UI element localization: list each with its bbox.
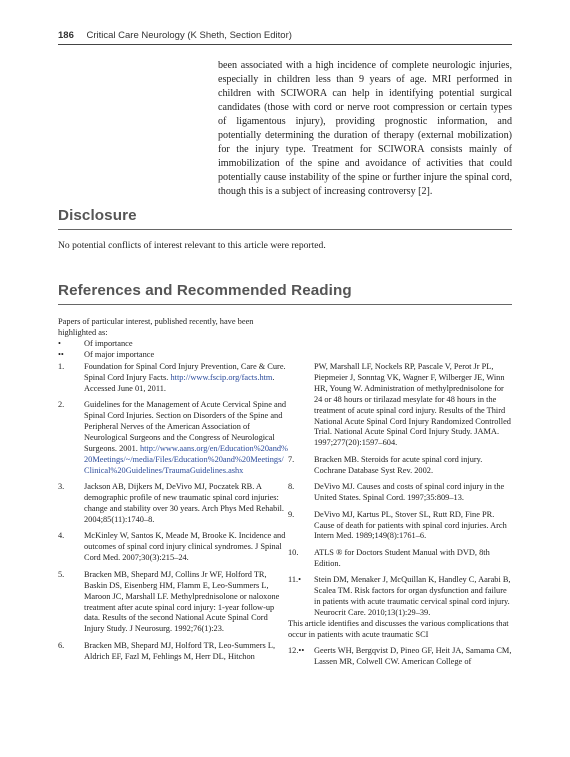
reference-text: DeVivo MJ, Kartus PL, Stover SL, Rutt RD, Fine PR. Cause of death for patients with spinal cord injuries. Arch Intern Med. 1989;149(8):1761–6. [314, 509, 507, 541]
reference-text: Guidelines for the Management of Acute Cervical Spine and Spinal Cord Injuries. Section on Disorders of the Spine and Peripheral Nerves of the American Association of Neurological Surgeons and the Congress of Neurological Surgeons. 2001. [84, 400, 287, 453]
reference-number: 1. [58, 362, 65, 371]
intro-paragraph: been associated with a high incidence of complete neurologic injuries, especially in children less than 9 years of age. MRI performed in children with SCIWORA can help in identifying potential surgical candidates (those with cord or nerve root compression or certain types of ligamentous injury), providing prognostic information, and potentially determining the duration of therapy (external mobilization) for the injury type. Treatment for SCIWORA consists mainly of immobilization of the spine and avoidance of activities that could potentially cause instability of the spine or further injure the spinal cord, though this is a subject of increasing controversy [2]. [218, 60, 512, 197]
reference-text: Bracken MB, Shepard MJ, Holford TR, Leo-Summers L, Aldrich EF, Fazl M, Fehlings M, Herr DL, Hitchon [84, 640, 276, 661]
running-title: Critical Care Neurology (K Sheth, Section Editor) [86, 30, 292, 41]
reference-item [58, 641, 288, 663]
references-left-column [58, 362, 288, 668]
reference-number: 9. [288, 509, 295, 519]
references-heading: References and Recommended Reading [58, 282, 352, 299]
reference-continuation: PW, Marshall LF, Nockels RP, Pascale V, Perot Jr PL, Piepmeier J, Sonntag VK, Wagner F, Wilberger JE, Winn HR, Young W. Administration of methylprednisolone for 24 or 48 hours or tirilazad mesylate for 48 hours in the treatment of acute spinal cord injury. Results of the Third National Acute Spinal Cord Injury Randomized Controlled Trial. National Acute Spinal Cord Injury Study. JAMA. 1997;277(20):1597–604. [314, 362, 511, 448]
legend-row [58, 338, 283, 349]
legend-intro: Papers of particular interest, published recently, have been highlighted as: [58, 317, 254, 337]
reference-text: Bracken MB, Shepard MJ, Collins Jr WF, Holford TR, Baskin DS, Eisenberg HM, Flamm E, Leo-Summers L, Maroon JC, Marshall LF. Methylprednisolone or naloxone treatment after acute spinal cord injury: 1-year follow-up data. Results of the second National Acute Spinal Cord Injury Study. J Neurosurg. 1992;76(1):23. [84, 569, 280, 634]
reference-item [58, 531, 288, 564]
reference-text-after: . Accessed June 01, 2011. [84, 372, 275, 393]
reference-item [288, 646, 512, 668]
reference-text: Jackson AB, Dijkers M, DeVivo MJ, Poczatek RB. A demographic profile of new traumatic spinal cord injuries: change and stability over 30 years. Arch Phys Med Rehabil. 2004;85(11):1740–8. [84, 482, 284, 524]
legend-row [58, 349, 283, 360]
reference-number: 3. [58, 482, 65, 492]
reference-annotation: This article identifies and discusses the various complications that occur in patients with acute traumatic SCI [288, 619, 509, 639]
reference-text: DeVivo MJ. Causes and costs of spinal cord injury in the United States. Spinal Cord. 1997;35:809–13. [314, 482, 505, 503]
header-rule [58, 44, 512, 45]
reference-text: Geerts WH, Bergqvist D, Pineo GF, Heit JA, Samama CM, Lassen MR, Colwell CW. American College of [314, 646, 512, 667]
reference-number: 6. [58, 640, 65, 650]
intro-paragraph-block [218, 59, 512, 199]
reference-item [58, 362, 288, 395]
reference-legend [58, 316, 283, 360]
reference-text: Bracken MB. Steroids for acute spinal cord injury. Cochrane Database Syst Rev. 2002. [314, 454, 483, 475]
disclosure-heading: Disclosure [58, 207, 137, 224]
legend-symbol: • [58, 339, 61, 348]
disclosure-text: No potential conflicts of interest relevant to this article were reported. [58, 240, 326, 251]
running-header [58, 30, 512, 41]
reference-item [288, 510, 512, 543]
reference-text: McKinley W, Santos K, Meade M, Brooke K. Incidence and outcomes of spinal cord injury clinical syndromes. J Spinal Cord Med. 2007;30(3):215–24. [84, 531, 286, 563]
reference-item [58, 482, 288, 526]
reference-item [288, 482, 512, 504]
reference-text: Stein DM, Menaker J, McQuillan K, Handley C, Aarabi B, Scalea TM. Risk factors for organ dysfunction and failure in patients with acute traumatic cervical spinal cord injury. Neurocrit Care. 2010;13(1):29–39. [314, 575, 511, 618]
reference-item [288, 548, 512, 570]
reference-number: 4. [58, 531, 65, 541]
reference-number: 10. [288, 547, 299, 557]
legend-meaning: Of major importance [84, 350, 155, 359]
reference-text: ATLS ® for Doctors Student Manual with DVD, 8th Edition. [314, 547, 490, 568]
references-rule [58, 304, 512, 305]
reference-number: 7. [288, 454, 295, 464]
reference-text: Foundation for Spinal Cord Injury Prevention, Care & Cure. Spinal Cord Injury Facts. [84, 362, 286, 382]
reference-item [288, 455, 512, 477]
legend-meaning: Of importance [84, 339, 133, 348]
reference-number: 5. [58, 569, 65, 579]
reference-item [58, 570, 288, 635]
reference-link[interactable]: http://www.aans.org/en/Education%20and%20Meetings/~/media/Files/Education%20and%20Meetings/Clinical%20Guidelines/TraumaGuidelines.ashx [84, 443, 289, 475]
references-right-column [288, 362, 512, 674]
legend-symbol: •• [58, 350, 64, 359]
reference-link[interactable]: http://www.fscip.org/facts.htm [170, 372, 273, 382]
reference-number: 12.•• [288, 646, 305, 656]
reference-number: 8. [288, 482, 295, 492]
reference-number: 2. [58, 400, 65, 410]
disclosure-rule [58, 229, 512, 230]
reference-item [58, 400, 288, 476]
page-number: 186 [58, 30, 74, 41]
reference-number: 11.• [288, 575, 302, 585]
reference-item [288, 575, 512, 619]
